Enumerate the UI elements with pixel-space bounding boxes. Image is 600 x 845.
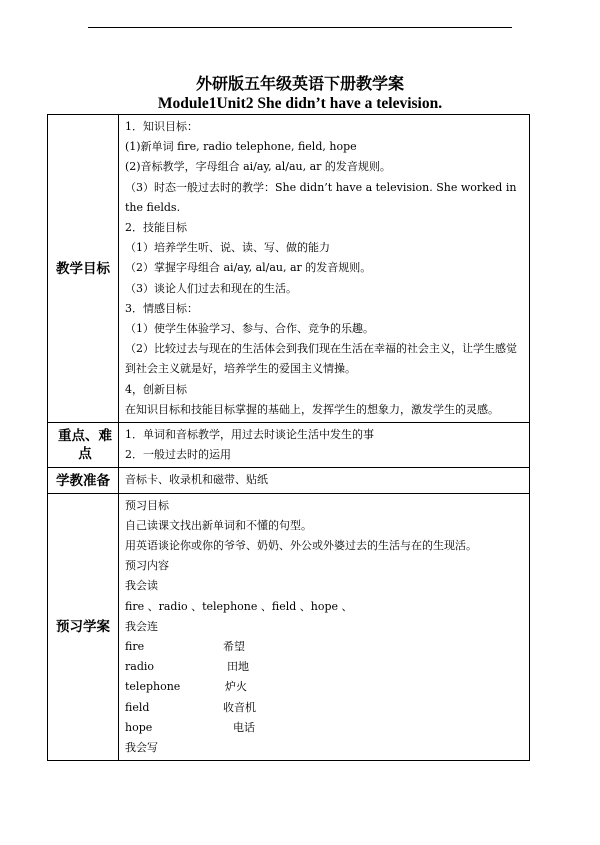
preview-line: 预习目标 (125, 498, 169, 512)
preview-content (119, 493, 530, 761)
preview-label: 预习学案 (48, 493, 119, 761)
objectives-line: 4，创新目标 (125, 382, 187, 396)
preview-line: 用英语谈论你或你的爷爷、奶奶、外公或外婆过去的生活与在的生现活。 (125, 539, 477, 553)
preview-line: 我会写 (125, 741, 158, 755)
objectives-content (119, 115, 530, 423)
lesson-plan-table (47, 114, 530, 761)
key-points-row (48, 423, 530, 468)
objectives-line: （1）使学生体验学习、参与、合作、竞争的乐趣。 (125, 322, 374, 336)
preparation-row (48, 468, 530, 493)
preparation-text: 音标卡、收录机和磁带、贴纸 (125, 473, 268, 487)
preview-line: 我会连 (125, 619, 158, 633)
objectives-row (48, 115, 530, 423)
matching-english: hope (125, 720, 153, 734)
objectives-line: （3）时态一般过去时的教学：She didn’t have a television. She worked in the fields. (125, 180, 517, 214)
objectives-line: 1．知识目标： (125, 120, 198, 133)
matching-pair (125, 677, 525, 697)
key-points-line: 1．单词和音标教学，用过去时谈论生活中发生的事 (125, 428, 374, 442)
objectives-line: 2．技能目标 (125, 221, 187, 235)
preview-line: 预习内容 (125, 559, 169, 573)
document-title: 外研版五年级英语下册教学案 (195, 74, 404, 93)
matching-pair (125, 657, 525, 677)
preview-line: 自己读课文找出新单词和不懂的句型。 (125, 518, 312, 532)
objectives-line: （3）谈论人们过去和现在的生活。 (125, 281, 297, 295)
preparation-label: 学教准备 (48, 468, 119, 493)
key-points-line: 2．一般过去时的运用 (125, 448, 231, 462)
matching-pair (125, 718, 525, 738)
key-points-label: 重点、难点 (48, 423, 119, 468)
objectives-line: 3．情感目标： (125, 301, 198, 315)
preparation-content (119, 468, 530, 493)
preview-line: 我会读 (125, 579, 158, 593)
document-subtitle: Module1Unit2 She didn’t have a television. (157, 95, 443, 112)
key-points-content (119, 423, 530, 468)
objectives-line: （1）培养学生听、说、读、写、做的能力 (125, 241, 330, 255)
objectives-line: （2）比较过去与现在的生活体会到我们现在生活在幸福的社会主义，让学生感觉到社会主义就是好，培养学生的爱国主义情操。 (125, 342, 517, 376)
matching-english: telephone (125, 680, 181, 694)
objectives-line: (2)音标教学，字母组合 ai/ay, al/au, ar 的发音规则。 (125, 160, 391, 174)
matching-english: fire (125, 640, 145, 654)
preview-line: fire 、radio 、telephone 、field 、hope 、 (125, 599, 353, 613)
matching-chinese: 炉火 (225, 680, 247, 694)
objectives-line: (1)新单词 fire, radio telephone, field, hope (125, 140, 357, 154)
objectives-label: 教学目标 (48, 115, 119, 423)
matching-english: field (125, 700, 150, 714)
preview-row (48, 493, 530, 761)
matching-english: radio (125, 660, 154, 674)
header-rule (88, 27, 512, 28)
matching-chinese: 希望 (223, 640, 245, 654)
matching-pair (125, 698, 525, 718)
objectives-line: 在知识目标和技能目标掌握的基础上，发挥学生的想象力，激发学生的灵感。 (125, 402, 499, 416)
matching-chinese: 收音机 (223, 700, 256, 714)
matching-chinese: 田地 (227, 660, 249, 674)
matching-pair (125, 637, 525, 657)
matching-chinese: 电话 (233, 720, 255, 734)
objectives-line: （2）掌握字母组合 ai/ay, al/au, ar 的发音规则。 (125, 261, 372, 275)
